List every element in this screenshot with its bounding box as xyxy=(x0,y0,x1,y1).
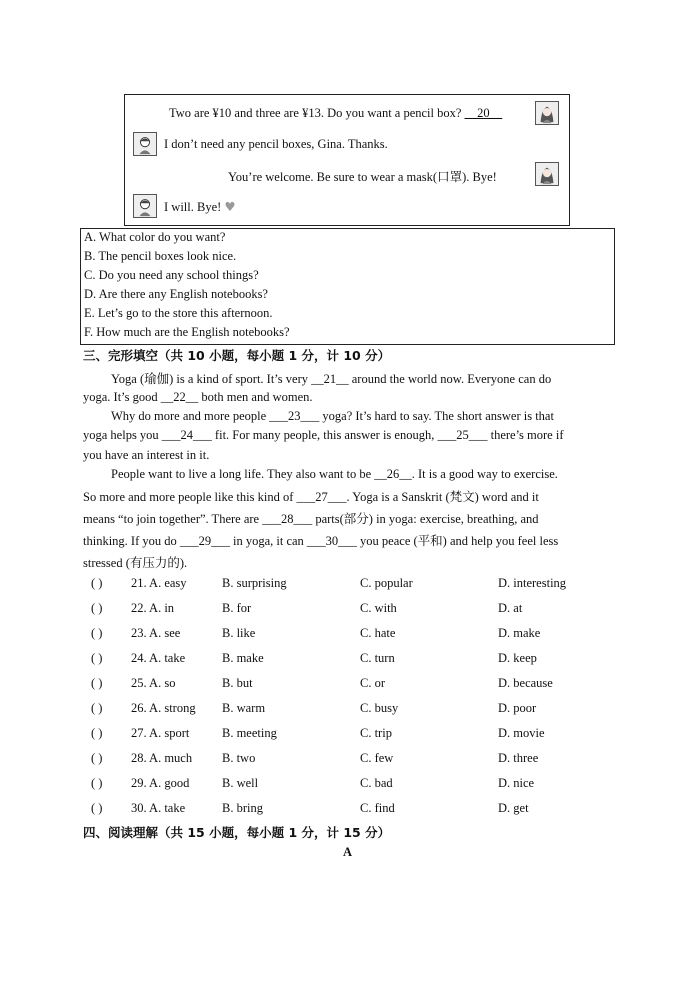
dialog-box xyxy=(124,94,570,226)
passage-line: People want to live a long life. They also want to be __26__. It is a good way to exercise. xyxy=(111,467,558,481)
passage-line: yoga. It’s good __22__ both men and women. xyxy=(83,390,313,404)
choice-d: D. make xyxy=(498,626,541,640)
answer-paren[interactable]: ( ) xyxy=(91,576,103,590)
question-number: 22. A. in xyxy=(131,601,175,615)
question-number: 24. A. take xyxy=(131,651,186,665)
choice-c: C. find xyxy=(360,801,395,815)
choice-d: D. nice xyxy=(498,776,535,790)
dialog-line-3: You’re welcome. Be sure to wear a mask(口罩). Bye! xyxy=(228,170,497,184)
choice-b: B. warm xyxy=(222,701,266,715)
dialog-line-4 xyxy=(164,199,236,215)
girl-avatar-icon xyxy=(535,101,559,125)
answer-paren[interactable]: ( ) xyxy=(91,726,103,740)
dialog-line-2: I don’t need any pencil boxes, Gina. Thanks. xyxy=(164,137,388,151)
section-3-title: 三、完形填空（共 10 小题，每小题 1 分，计 10 分） xyxy=(83,348,391,363)
choice-b: B. for xyxy=(222,601,252,615)
choice-c: C. popular xyxy=(360,576,413,590)
choice-c: C. turn xyxy=(360,651,395,665)
answer-paren[interactable]: ( ) xyxy=(91,801,103,815)
option-e: E. Let’s go to the store this afternoon. xyxy=(84,306,273,320)
passage-line: Why do more and more people ___23___ yoga? It’s hard to say. The short answer is that xyxy=(111,409,554,423)
choice-d: D. get xyxy=(498,801,529,815)
question-number: 27. A. sport xyxy=(131,726,190,740)
answer-paren[interactable]: ( ) xyxy=(91,676,103,690)
question-number: 30. A. take xyxy=(131,801,186,815)
answer-paren[interactable]: ( ) xyxy=(91,601,103,615)
choice-d: D. movie xyxy=(498,726,545,740)
boy-avatar-icon xyxy=(133,194,157,218)
option-f: F. How much are the English notebooks? xyxy=(84,325,290,339)
choice-c: C. busy xyxy=(360,701,399,715)
choice-d: D. at xyxy=(498,601,523,615)
passage-line: Yoga (瑜伽) is a kind of sport. It’s very __21__ around the world now. Everyone can do xyxy=(111,372,552,386)
blank-20: __20__ xyxy=(464,106,503,120)
choice-c: C. few xyxy=(360,751,394,765)
passage-line: means “to join together”. There are ___28___ parts(部分) in yoga: exercise, breathing, and xyxy=(83,512,539,526)
passage-line: you have an interest in it. xyxy=(83,448,210,462)
question-number: 23. A. see xyxy=(131,626,181,640)
choice-b: B. surprising xyxy=(222,576,287,590)
option-c: C. Do you need any school things? xyxy=(84,268,259,282)
girl-avatar-icon xyxy=(535,162,559,186)
answer-paren[interactable]: ( ) xyxy=(91,626,103,640)
answer-paren[interactable]: ( ) xyxy=(91,751,103,765)
choice-b: B. two xyxy=(222,751,256,765)
passage-line: thinking. If you do ___29___ in yoga, it can ___30___ you peace (平和) and help you feel less xyxy=(83,534,559,548)
choice-c: C. bad xyxy=(360,776,393,790)
choice-b: B. make xyxy=(222,651,264,665)
choice-c: C. trip xyxy=(360,726,392,740)
dialog-line-1-text: Two are ¥10 and three are ¥13. Do you want a pencil box? xyxy=(169,106,465,120)
answer-paren[interactable]: ( ) xyxy=(91,651,103,665)
choice-b: B. meeting xyxy=(222,726,277,740)
options-box xyxy=(80,228,615,345)
question-number: 25. A. so xyxy=(131,676,176,690)
choice-b: B. bring xyxy=(222,801,263,815)
option-b: B. The pencil boxes look nice. xyxy=(84,249,237,263)
choice-c: C. with xyxy=(360,601,397,615)
question-number: 29. A. good xyxy=(131,776,190,790)
question-number: 26. A. strong xyxy=(131,701,196,715)
passage-label: A xyxy=(343,845,353,859)
passage-line: yoga helps you ___24___ fit. For many people, this answer is enough, ___25___ there’s more if xyxy=(83,428,564,442)
choice-b: B. but xyxy=(222,676,253,690)
choice-d: D. poor xyxy=(498,701,537,715)
choice-b: B. like xyxy=(222,626,256,640)
question-number: 21. A. easy xyxy=(131,576,187,590)
choice-c: C. hate xyxy=(360,626,396,640)
choice-d: D. keep xyxy=(498,651,537,665)
boy-avatar-icon xyxy=(133,132,157,156)
passage-line: So more and more people like this kind of ___27___. Yoga is a Sanskrit (梵文) word and it xyxy=(83,490,539,504)
option-a: A. What color do you want? xyxy=(84,230,226,244)
choice-d: D. interesting xyxy=(498,576,567,590)
answer-paren[interactable]: ( ) xyxy=(91,701,103,715)
choice-c: C. or xyxy=(360,676,385,690)
dialog-line-4-text: I will. Bye! xyxy=(164,200,222,214)
section-4-title: 四、阅读理解（共 15 小题，每小题 1 分，计 15 分） xyxy=(83,825,391,840)
question-number: 28. A. much xyxy=(131,751,193,765)
dialog-line-1 xyxy=(169,106,502,121)
choice-d: D. three xyxy=(498,751,539,765)
choice-b: B. well xyxy=(222,776,259,790)
option-d: D. Are there any English notebooks? xyxy=(84,287,268,301)
choice-d: D. because xyxy=(498,676,553,690)
passage-line: stressed (有压力的). xyxy=(83,556,188,570)
answer-paren[interactable]: ( ) xyxy=(91,776,103,790)
heart-icon: ♥ xyxy=(224,199,236,214)
